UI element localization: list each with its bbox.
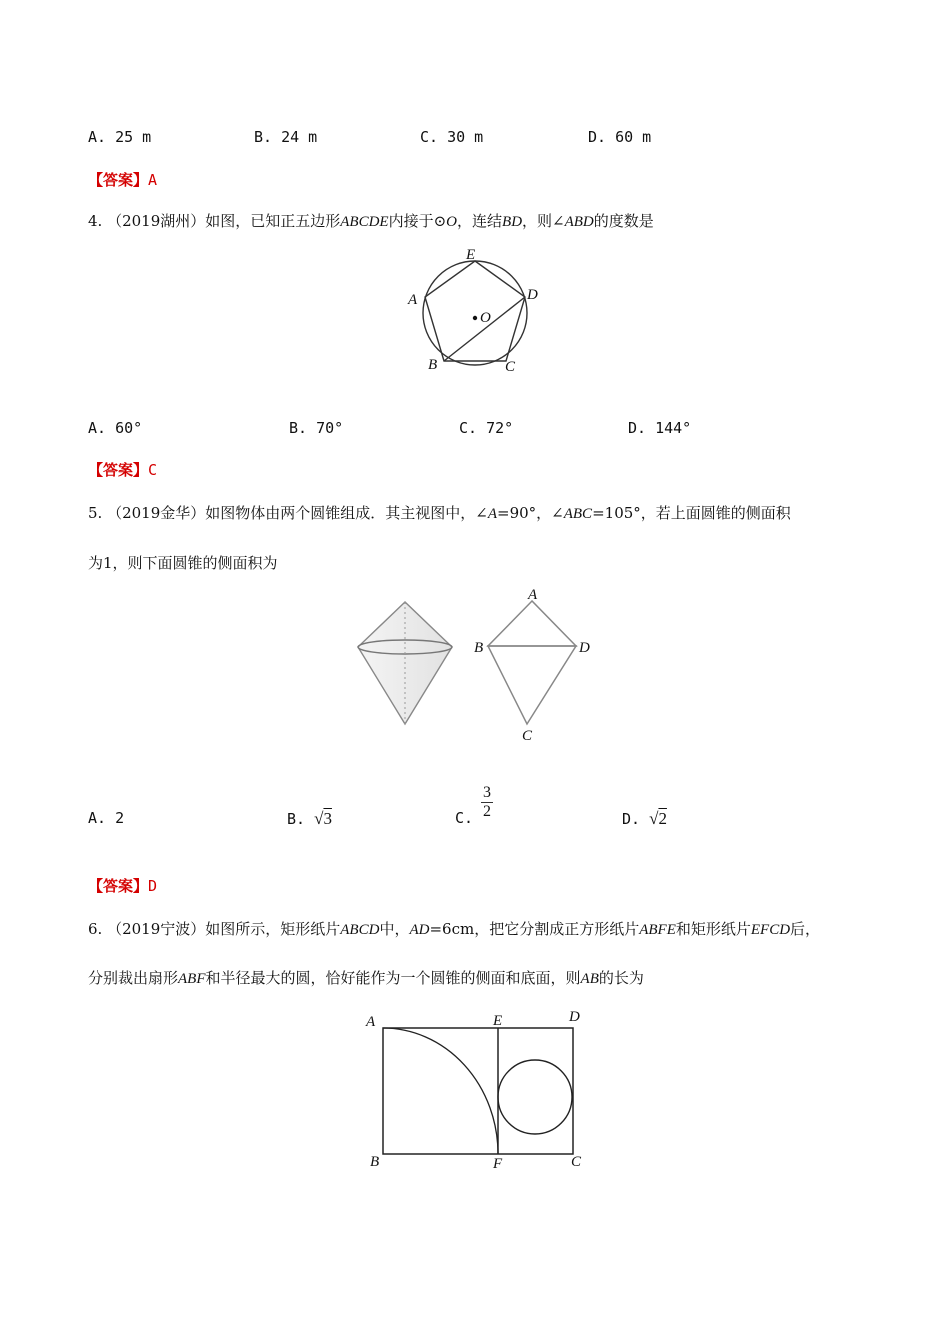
fraction-numerator: 3: [483, 784, 491, 801]
upper-triangle-abd: [488, 601, 576, 646]
q6-text: 6. （2019宁波）如图所示，矩形纸片: [88, 920, 341, 938]
label-d: D: [579, 640, 590, 656]
label-d: D: [569, 1009, 580, 1025]
q5-answer: [88, 875, 157, 896]
q3-option-a: A. 25 m: [88, 128, 152, 146]
q5-option-b: [287, 809, 332, 829]
q5-text: =105°，若上面圆锥的侧面积: [592, 504, 791, 522]
label-d: D: [527, 287, 538, 303]
label-o: O: [480, 310, 491, 326]
q5-option-a: [88, 809, 124, 827]
q6-text: 和半径最大的圆，恰好能作为一个圆锥的侧面和底面，则: [205, 969, 581, 987]
label-f: F: [493, 1156, 503, 1172]
q6-figure: [360, 1006, 600, 1176]
lower-triangle-bdc: [488, 646, 576, 724]
q5-front-view: [470, 585, 600, 745]
q6-text: 的长为: [598, 969, 644, 987]
q4-answer: [88, 459, 157, 480]
q4-var: ABD: [564, 214, 594, 230]
label-e: E: [493, 1013, 503, 1029]
q4-option-c: C. 72°: [459, 419, 514, 437]
q6-text: 后，: [790, 920, 821, 938]
answer-label: 【答案】: [88, 877, 149, 895]
center-point-o: [473, 316, 477, 320]
q4-var: BD: [502, 214, 523, 230]
q6-stem-line1: [88, 918, 820, 939]
answer-label: 【答案】: [88, 461, 149, 479]
q5-option-c-fraction: [481, 784, 493, 821]
label-b: B: [370, 1154, 380, 1170]
q6-var: AD: [409, 922, 430, 938]
q4-var: ABCDE: [340, 214, 389, 230]
q4-text: ，连结: [457, 212, 503, 230]
q4-option-d: D. 144°: [628, 419, 692, 437]
q6-var: EFCD: [750, 922, 791, 938]
fraction-denominator: 2: [483, 803, 491, 820]
label-c: C: [505, 359, 516, 375]
q4-text: 内接于⊙: [388, 212, 447, 230]
rectangle-abcd: [383, 1028, 573, 1154]
q5-option-d: [622, 809, 667, 829]
label-b: B: [428, 357, 438, 373]
q5-text: =90°，∠: [497, 504, 564, 522]
q6-text: 分别裁出扇形: [88, 969, 179, 987]
answer-label: 【答案】: [88, 171, 149, 189]
option-value: 2: [115, 809, 125, 827]
q6-text: 中，: [379, 920, 410, 938]
inscribed-circle: [498, 1060, 572, 1134]
q5-stem-line1: [88, 502, 791, 523]
radicand: 3: [323, 809, 332, 828]
radicand: 2: [658, 809, 667, 828]
pentagon-abcde: [425, 261, 525, 361]
answer-value: A: [148, 171, 158, 189]
q4-option-a: A. 60°: [88, 419, 143, 437]
q4-stem: [88, 210, 654, 231]
q3-option-d: D. 60 m: [588, 128, 652, 146]
label-b: B: [474, 640, 484, 656]
q6-var: ABCD: [340, 922, 380, 938]
q5-stem-line2: 为1，则下面圆锥的侧面积为: [88, 554, 278, 572]
label-c: C: [522, 728, 533, 744]
q3-answer: [88, 169, 157, 190]
circle-o: [423, 261, 527, 365]
label-e: E: [466, 247, 476, 263]
q6-var: ABF: [178, 971, 206, 987]
q4-var: O: [446, 214, 458, 230]
answer-value: D: [148, 877, 158, 895]
q5-double-cone-solid: [352, 596, 460, 731]
sqrt-expression: √3: [314, 809, 332, 828]
q5-option-c-label: C.: [455, 809, 474, 827]
q6-stem-line2: [88, 967, 644, 988]
q4-text: 的度数是: [593, 212, 654, 230]
q6-var: AB: [580, 971, 599, 987]
sqrt-expression: √2: [649, 809, 667, 828]
q4-text: ，则∠: [522, 212, 565, 230]
segment-bd: [444, 297, 525, 361]
q4-figure: [400, 242, 550, 377]
option-label: B.: [287, 810, 306, 828]
q6-var: ABFE: [639, 922, 676, 938]
q3-option-b: B. 24 m: [254, 128, 318, 146]
label-a: A: [366, 1014, 376, 1030]
q5-text: 5. （2019金华）如图物体由两个圆锥组成．其主视图中，∠: [88, 504, 488, 522]
option-label: A.: [88, 809, 107, 827]
label-a: A: [408, 292, 418, 308]
option-label: D.: [622, 810, 641, 828]
q5-var: A: [487, 506, 497, 522]
label-a: A: [528, 587, 538, 603]
q3-option-c: C. 30 m: [420, 128, 484, 146]
answer-value: C: [148, 461, 158, 479]
q4-text: 4. （2019湖州）如图，已知正五边形: [88, 212, 341, 230]
q4-option-b: B. 70°: [289, 419, 344, 437]
sector-arc-abf: [383, 1028, 498, 1154]
label-c: C: [571, 1154, 582, 1170]
q6-text: =6cm，把它分割成正方形纸片: [429, 920, 640, 938]
q6-text: 和矩形纸片: [675, 920, 751, 938]
q5-var: ABC: [563, 506, 593, 522]
